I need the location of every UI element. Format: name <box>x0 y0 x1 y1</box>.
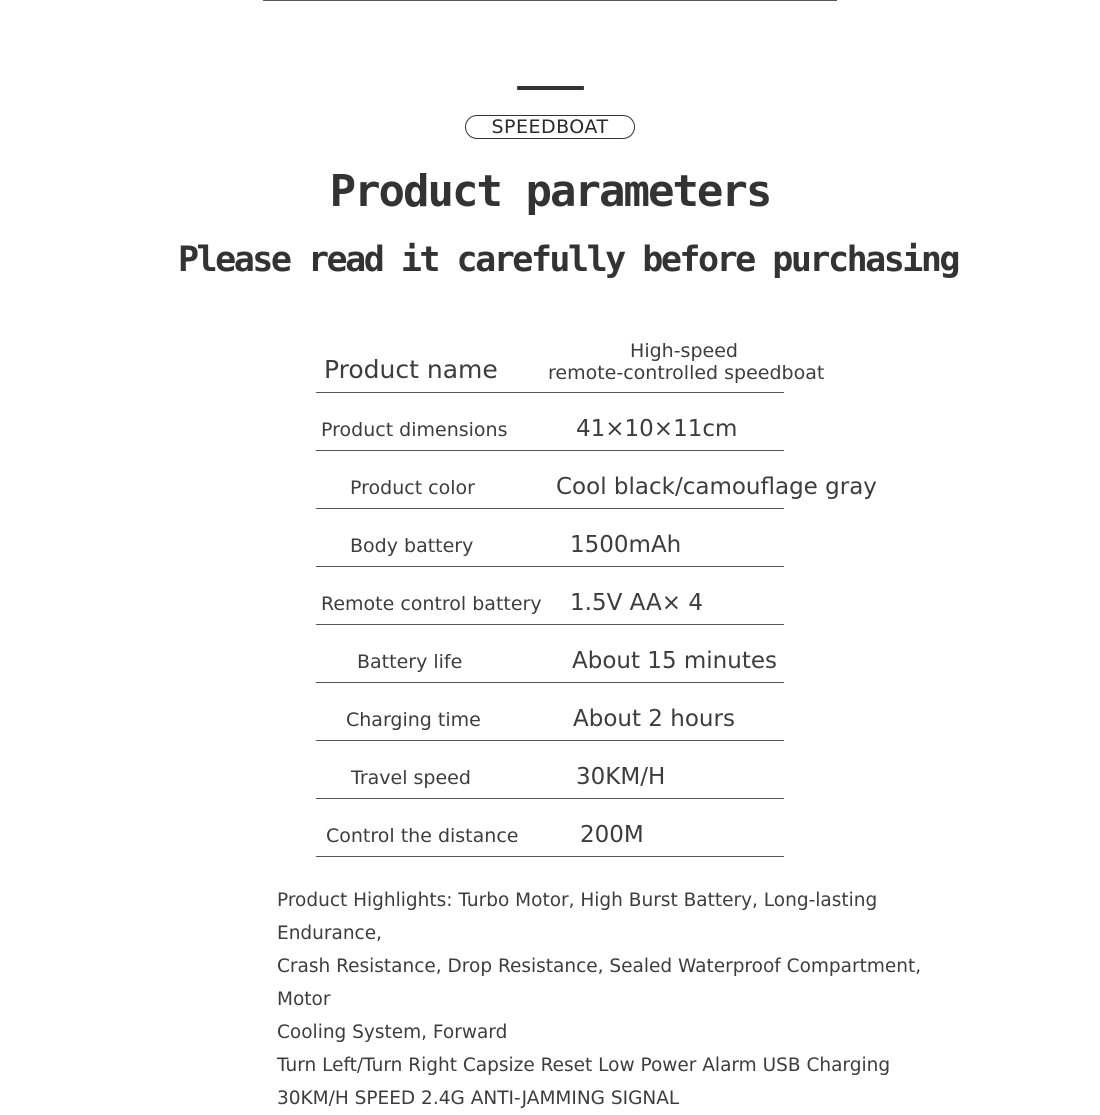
param-label: Product color <box>350 477 475 499</box>
category-badge: SPEEDBOAT <box>465 115 635 139</box>
param-value: 30KM/H <box>576 764 666 790</box>
param-row-battery-life <box>316 625 784 683</box>
param-row-product-name <box>316 330 825 393</box>
param-value-line: High-speed <box>630 340 738 362</box>
param-row-body-battery <box>316 509 784 567</box>
highlights-text: Crash Resistance, Drop Resistance, Sealed Waterproof Compartment, Motor <box>277 956 922 1010</box>
param-row-remote-battery <box>316 567 784 625</box>
param-value: 200M <box>580 822 644 848</box>
param-value <box>548 340 825 384</box>
product-highlights <box>277 884 977 1115</box>
param-label: Charging time <box>346 709 481 731</box>
param-value: Cool black/camouflage gray <box>556 474 877 500</box>
highlights-text: Cooling System, Forward <box>277 1022 508 1043</box>
param-row-travel-speed <box>316 741 784 799</box>
param-row-color <box>316 451 877 509</box>
param-label: Product dimensions <box>321 419 508 441</box>
param-row-dimensions <box>316 393 784 451</box>
param-value: 1.5V AA× 4 <box>570 590 703 616</box>
param-value: 1500mAh <box>570 532 682 558</box>
page-subtitle: Please read it carefully before purchasing <box>177 240 958 280</box>
param-label: Body battery <box>350 535 474 557</box>
param-row-control-distance <box>316 799 784 857</box>
param-value-line: remote-controlled speedboat <box>548 362 825 384</box>
param-label: Product name <box>324 355 498 384</box>
param-label: Battery life <box>357 651 463 673</box>
param-label: Control the distance <box>326 825 519 847</box>
page-title: Product parameters <box>329 166 771 217</box>
param-row-charging-time <box>316 683 784 741</box>
param-value: 41×10×11cm <box>576 416 738 442</box>
features-text: Turn Left/Turn Right Capsize Reset Low Power Alarm USB Charging <box>277 1055 891 1076</box>
top-divider <box>263 0 837 1</box>
param-label: Remote control battery <box>321 593 542 615</box>
header-accent-bar <box>517 86 584 90</box>
param-label: Travel speed <box>351 767 471 789</box>
parameters-table <box>316 330 877 857</box>
signal-text: 30KM/H SPEED 2.4G ANTI-JAMMING SIGNAL <box>277 1088 680 1109</box>
param-value: About 15 minutes <box>572 648 777 674</box>
param-value: About 2 hours <box>573 706 735 732</box>
highlights-text: Product Highlights: Turbo Motor, High Burst Battery, Long-lasting Endurance, <box>277 890 878 944</box>
